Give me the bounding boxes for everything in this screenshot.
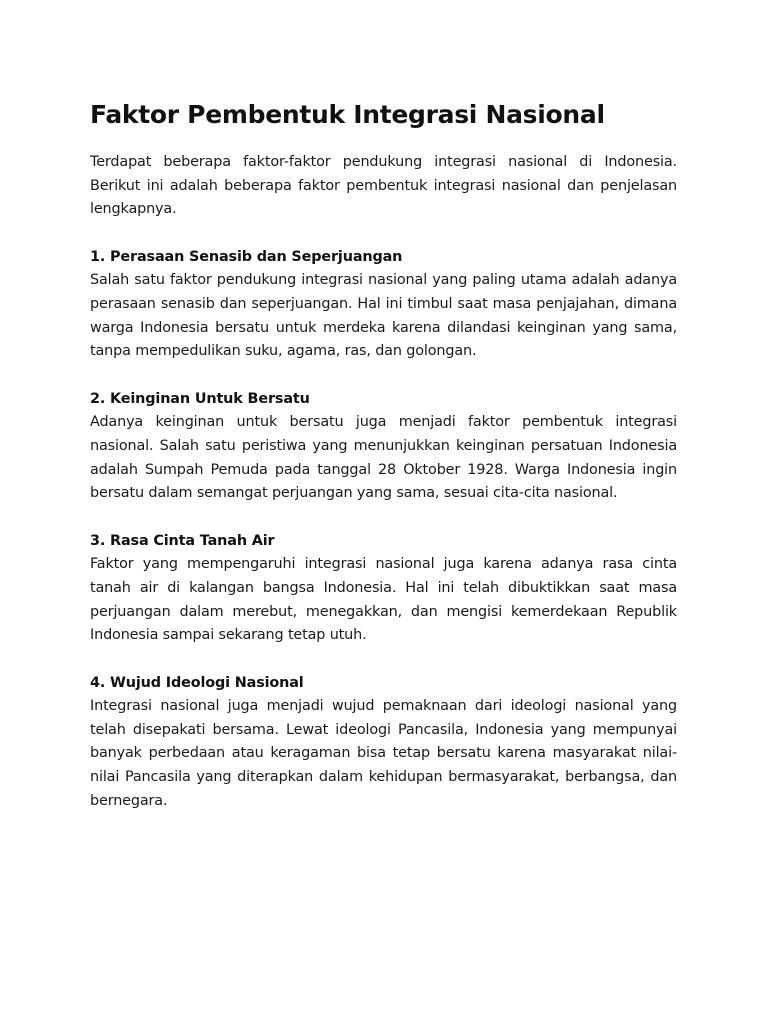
section-heading: 2. Keinginan Untuk Bersatu bbox=[90, 390, 310, 407]
section-4 bbox=[90, 672, 677, 814]
document-page bbox=[90, 98, 677, 813]
section-heading: 4. Wujud Ideologi Nasional bbox=[90, 674, 304, 691]
section-body: Salah satu faktor pendukung integrasi nasional yang paling utama adalah adanya perasaan senasib dan seperjuangan. Hal ini timbul saat masa penjajahan, dimana warga Indonesia bersatu untuk merdeka karena dilandasi keinginan yang sama, tanpa mempedulikan suku, agama, ras, dan golongan. bbox=[90, 272, 677, 360]
section-heading: 3. Rasa Cinta Tanah Air bbox=[90, 532, 275, 549]
page-title: Faktor Pembentuk Integrasi Nasional bbox=[90, 100, 605, 129]
section-body: Adanya keinginan untuk bersatu juga menjadi faktor pembentuk integrasi nasional. Salah satu peristiwa yang menunjukkan keinginan persatuan Indonesia adalah Sumpah Pemuda pada tanggal 28 Oktober 1928. Warga Indonesia ingin bersatu dalam semangat perjuangan yang sama, sesuai cita-cita nasional. bbox=[90, 414, 677, 502]
section-body: Faktor yang mempengaruhi integrasi nasional juga karena adanya rasa cinta tanah air di kalangan bangsa Indonesia. Hal ini telah dibuktikkan saat masa perjuangan dalam merebut, menegakkan, dan mengisi kemerdekaan Republik Indonesia sampai sekarang tetap utuh. bbox=[90, 556, 677, 644]
section-1 bbox=[90, 246, 677, 364]
section-3 bbox=[90, 530, 677, 648]
section-2 bbox=[90, 388, 677, 506]
intro-paragraph: Terdapat beberapa faktor-faktor pendukung integrasi nasional di Indonesia. Berikut ini adalah beberapa faktor pembentuk integrasi nasional dan penjelasan lengkapnya. bbox=[90, 154, 677, 218]
section-heading: 1. Perasaan Senasib dan Seperjuangan bbox=[90, 248, 403, 265]
section-body: Integrasi nasional juga menjadi wujud pemaknaan dari ideologi nasional yang telah disepakati bersama. Lewat ideologi Pancasila, Indonesia yang mempunyai banyak perbedaan atau keragaman bisa tetap bersatu karena masyarakat nilai-nilai Pancasila yang diterapkan dalam kehidupan bermasyarakat, berbangsa, dan bernegara. bbox=[90, 698, 677, 809]
